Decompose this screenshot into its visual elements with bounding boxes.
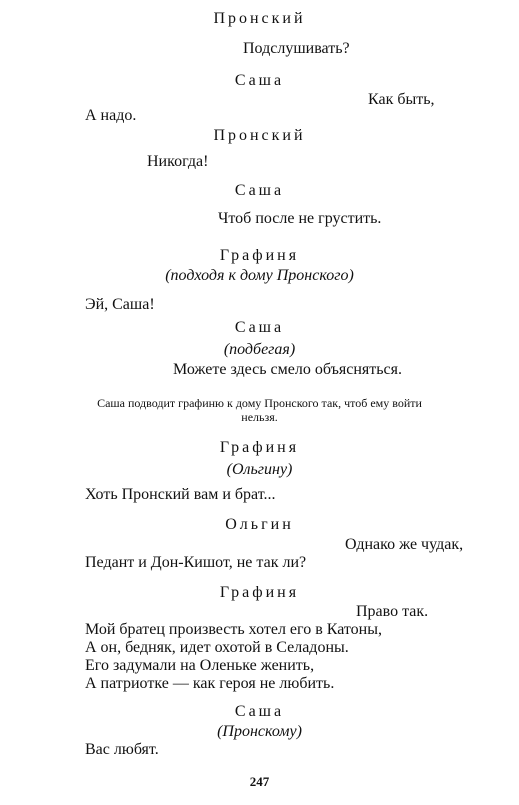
speaker-name: Саша (234, 182, 285, 199)
dialogue-line: Однако же чудак, (345, 536, 464, 553)
stage-note: нельзя. (241, 410, 278, 424)
dialogue-line: Мой братец произвесть хотел его в Катоны, (85, 621, 382, 638)
stage-note: Саша подводит графиню к дому Пронского так, чтоб ему войти (97, 396, 422, 410)
dialogue-line: Его задумали на Оленьке женить, (85, 657, 315, 674)
speaker-name: Графиня (219, 247, 300, 264)
stage-direction: (Ольгину) (226, 461, 293, 478)
speaker-name: Саша (234, 319, 285, 336)
dialogue-line: Никогда! (147, 153, 209, 170)
dialogue-line: А он, бедняк, идет охотой в Селадоны. (85, 639, 349, 656)
dialogue-line: А патриотке — как героя не любить. (85, 675, 335, 692)
dialogue-line: Можете здесь смело объясняться. (173, 361, 402, 378)
speaker-name: Саша (234, 72, 285, 89)
dialogue-line: А надо. (85, 107, 137, 124)
stage-direction: (подбегая) (223, 341, 296, 358)
speaker-name: Пронский (213, 10, 306, 27)
speaker-name: Саша (234, 703, 285, 720)
dialogue-line: Чтоб после не грустить. (218, 210, 382, 227)
stage-direction: (подходя к дому Пронского) (165, 267, 354, 284)
dialogue-line: Педант и Дон-Кишот, не так ли? (85, 554, 307, 571)
dialogue-line: Хоть Пронский вам и брат... (85, 486, 276, 503)
dialogue-line: Подслушивать? (243, 40, 350, 57)
speaker-name: Графиня (219, 584, 300, 601)
page-number: 247 (249, 774, 270, 789)
dialogue-line: Вас любят. (85, 741, 159, 758)
dialogue-line: Эй, Саша! (85, 296, 155, 313)
dialogue-line: Как быть, (368, 91, 435, 108)
dialogue-line: Право так. (356, 603, 429, 620)
speaker-name: Ольгин (225, 516, 294, 533)
speaker-name: Графиня (219, 439, 300, 456)
stage-direction: (Пронскому) (217, 723, 302, 740)
speaker-name: Пронский (213, 127, 306, 144)
